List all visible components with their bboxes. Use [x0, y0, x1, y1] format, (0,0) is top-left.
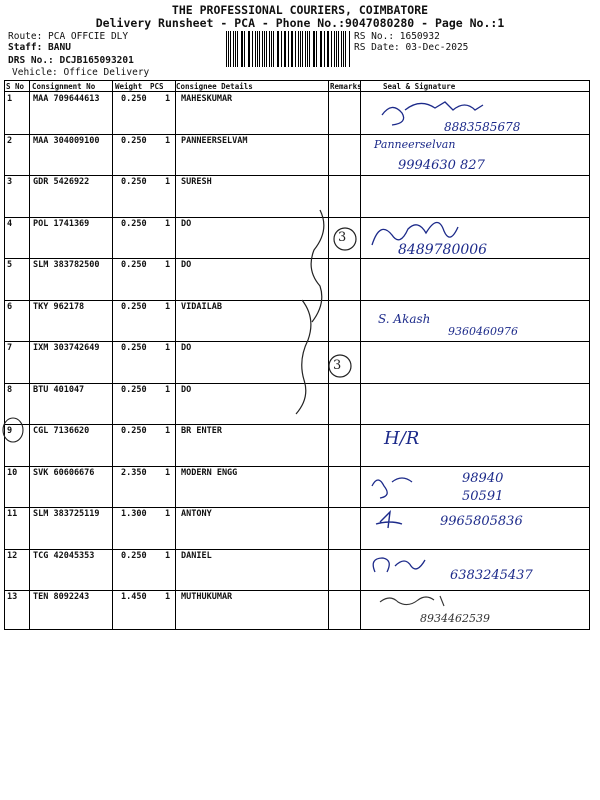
col-header-consignee: Consignee Details: [176, 82, 253, 91]
consignee-cell: DANIEL: [181, 550, 212, 561]
weight-cell: 0.250: [121, 177, 147, 187]
consignment-cell: SVK 60606676: [33, 467, 95, 478]
consignment-cell: BTU 401047: [33, 384, 85, 395]
sig13-phone: 8934462539: [420, 612, 490, 625]
weight-cell: 2.350: [121, 467, 147, 478]
consignment-cell: TCG 42045353: [33, 550, 95, 561]
company-title: THE PROFESSIONAL COURIERS, COIMBATORE: [171, 3, 429, 17]
weight-cell: 1.450: [121, 592, 147, 602]
sno-cell: 3: [7, 177, 13, 187]
consignee-cell: PANNEERSELVAM: [181, 135, 248, 146]
vehicle-label: Vehicle: Office Delivery: [12, 67, 150, 78]
runsheet-table: [4, 80, 590, 630]
pcs-cell: 1: [165, 135, 171, 146]
pcs-cell: 1: [165, 384, 171, 395]
weight-cell: 1.300: [121, 509, 147, 519]
col-header-weight: Weight: [115, 82, 143, 91]
circled-mark-1: 3: [338, 230, 347, 245]
weight-cell: 0.250: [121, 426, 147, 436]
staff-label: Staff: BANU: [8, 42, 71, 53]
sno-cell: 13: [7, 592, 18, 602]
col-header-sno: S No: [6, 82, 25, 91]
consignee-cell: VIDAILAB: [181, 301, 222, 312]
barcode: [226, 31, 350, 67]
consignment-cell: TKY 962178: [33, 301, 85, 312]
pcs-cell: 1: [165, 260, 171, 270]
sno-cell: 5: [7, 260, 13, 270]
consignee-cell: MODERN ENGG: [181, 467, 238, 478]
sno-cell: 7: [7, 343, 13, 353]
consignment-cell: MAA 709644613: [33, 94, 100, 104]
weight-cell: 0.250: [121, 384, 147, 395]
consignment-cell: TEN 8092243: [33, 592, 90, 602]
consignment-cell: SLM 383725119: [33, 509, 100, 519]
runsheet-subtitle: Delivery Runsheet - PCA - Phone No.:9047080280 - Page No.:1: [95, 16, 505, 30]
rs-date: RS Date: 03-Dec-2025: [354, 42, 469, 53]
sig2-name: Panneerselvan: [374, 138, 456, 151]
pcs-cell: 1: [165, 218, 171, 229]
col-header-seal: Seal & Signature: [383, 82, 456, 91]
col-header-consignment: Consignment No: [32, 82, 96, 91]
sno-cell: 4: [7, 218, 13, 229]
weight-cell: 0.250: [121, 94, 147, 104]
circled-mark-2: 3: [333, 358, 342, 373]
sig6-name: S. Akash: [378, 312, 431, 326]
sig12-phone: 6383245437: [450, 568, 533, 583]
consignment-cell: SLM 383782500: [33, 260, 100, 270]
sno-cell: 10: [7, 467, 18, 478]
pcs-cell: 1: [165, 509, 171, 519]
weight-cell: 0.250: [121, 135, 147, 146]
consignee-cell: MUTHUKUMAR: [181, 592, 233, 602]
sig10-phone: 98940 50591: [462, 471, 504, 504]
sig11-phone: 9965805836: [440, 514, 523, 529]
consignee-cell: DO: [181, 260, 192, 270]
sno-cell: 9: [7, 426, 13, 436]
sig6-phone: 9360460976: [448, 325, 518, 338]
sig1-phone: 8883585678: [444, 120, 521, 134]
weight-cell: 0.250: [121, 301, 147, 312]
pcs-cell: 1: [165, 343, 171, 353]
pcs-cell: 1: [165, 426, 171, 436]
pcs-cell: 1: [165, 301, 171, 312]
col-header-remarks: Remarks: [330, 82, 362, 91]
rs-number: RS No.: 1650932: [354, 31, 440, 42]
pcs-cell: 1: [165, 592, 171, 602]
pcs-cell: 1: [165, 550, 171, 561]
pcs-cell: 1: [165, 467, 171, 478]
weight-cell: 0.250: [121, 550, 147, 561]
pcs-cell: 1: [165, 94, 171, 104]
consignee-cell: DO: [181, 343, 192, 353]
sno-cell: 8: [7, 384, 13, 395]
sno-cell: 11: [7, 509, 18, 519]
sno-cell: 6: [7, 301, 13, 312]
consignee-cell: MAHESKUMAR: [181, 94, 233, 104]
route-label: Route: PCA OFFCIE DLY: [8, 31, 129, 42]
weight-cell: 0.250: [121, 218, 147, 229]
consignee-cell: DO: [181, 218, 192, 229]
sno-cell: 1: [7, 94, 13, 104]
consignee-cell: SURESH: [181, 177, 212, 187]
consignee-cell: DO: [181, 384, 192, 395]
sig2-phone: 9994630 827: [398, 158, 485, 173]
sno-cell: 2: [7, 135, 13, 146]
consignment-cell: GDR 5426922: [33, 177, 90, 187]
weight-cell: 0.250: [121, 260, 147, 270]
consignment-cell: MAA 304009100: [33, 135, 100, 146]
sno-cell: 12: [7, 550, 18, 561]
sig4-phone: 8489780006: [398, 242, 488, 258]
pcs-cell: 1: [165, 177, 171, 187]
weight-cell: 0.250: [121, 343, 147, 353]
drs-number: DRS No.: DCJB165093201: [8, 55, 134, 66]
col-header-pcs: PCS: [150, 82, 164, 91]
consignee-cell: BR ENTER: [181, 426, 222, 436]
sig9-mark: H/R: [384, 428, 420, 449]
consignment-cell: CGL 7136620: [33, 426, 90, 436]
consignment-cell: IXM 303742649: [33, 343, 100, 353]
consignment-cell: POL 1741369: [33, 218, 90, 229]
consignee-cell: ANTONY: [181, 509, 212, 519]
